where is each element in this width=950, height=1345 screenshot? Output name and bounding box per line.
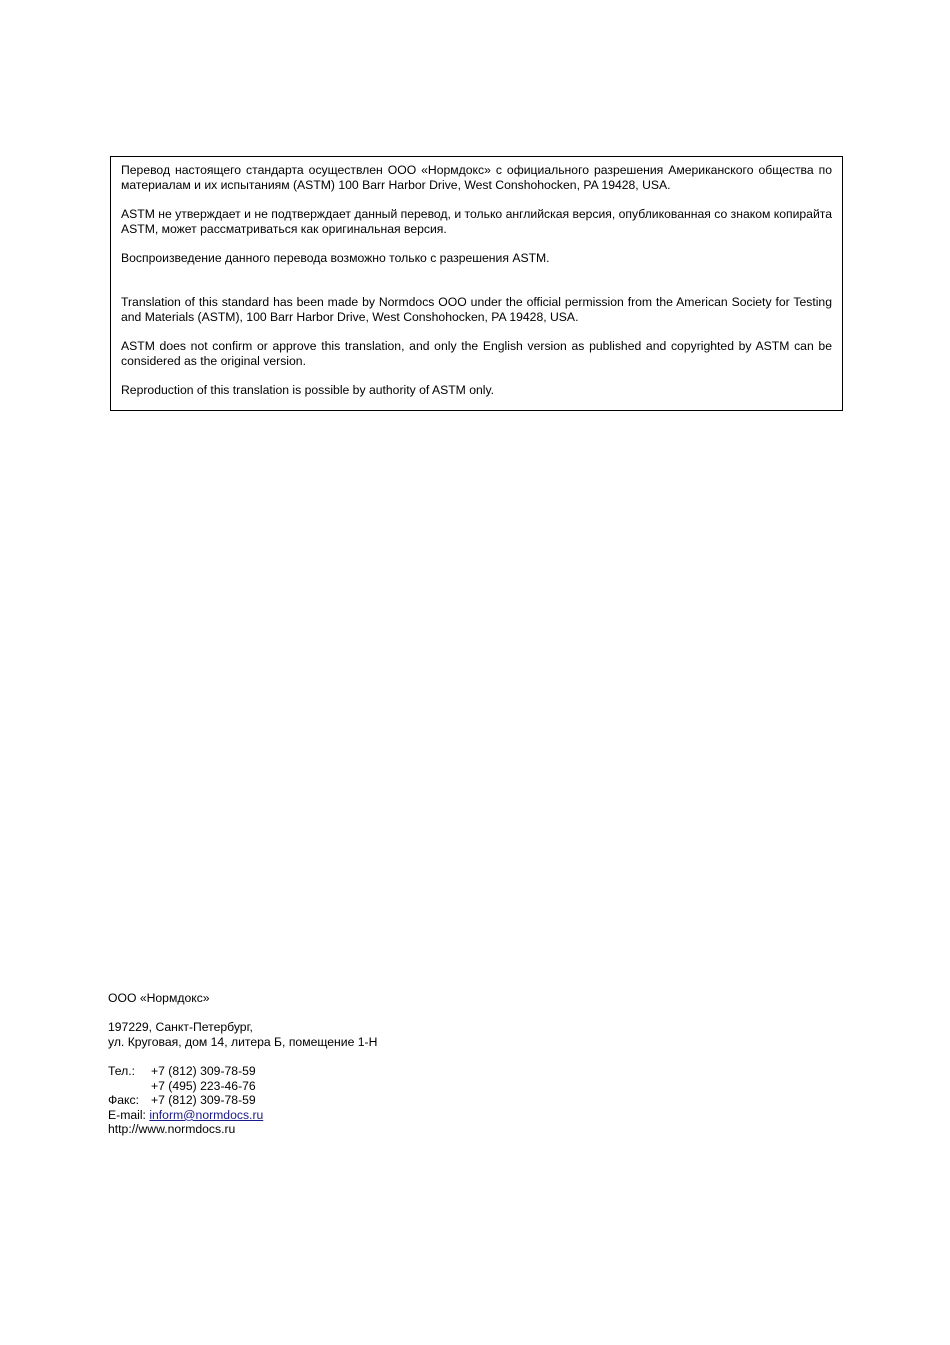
email-label: E-mail: [108,1107,146,1122]
email-row [108,1108,377,1123]
notice-ru-paragraph-3: Воспроизведение данного перевода возможно только с разрешения ASTM. [121,251,550,265]
fax-number: +7 (812) 309-78-59 [151,1093,256,1108]
phone-row-1 [108,1064,377,1079]
spacer [108,1049,377,1064]
phone-label: Тел.: [108,1063,136,1078]
notice-en-paragraph-2: ASTM does not confirm or approve this translation, and only the English version as published and copyrighted by ASTM can be considered as the original version. [121,339,832,368]
website-url: http://www.normdocs.ru [108,1122,236,1137]
notice-en-paragraph-3: Reproduction of this translation is possible by authority of ASTM only. [121,383,495,397]
spacer [108,1006,377,1021]
phone-number-2: +7 (495) 223-46-76 [151,1078,256,1093]
contact-block [108,991,377,1137]
phone-number-1: +7 (812) 309-78-59 [151,1063,256,1078]
notice-ru-paragraph-1: Перевод настоящего стандарта осуществлен ООО «Нормдокс» с официального разрешения Американского общества по материалам и их испытаниям (ASTM) 100 Barr Harbor Drive, West Conshohocken, PA 19428, USA. [121,163,832,192]
fax-row [108,1093,377,1108]
phone-row-2 [108,1079,377,1094]
company-name: ООО «Нормдокс» [108,991,210,1005]
notice-en-paragraph-1: Translation of this standard has been made by Normdocs OOO under the official permission from the American Society for Testing and Materials (ASTM), 100 Barr Harbor Drive, West Conshohocken, PA 19428, USA. [121,295,832,324]
translation-notice-box [110,156,843,411]
address-line-1: 197229, Санкт-Петербург, [108,1020,253,1035]
fax-label: Факс: [108,1093,139,1108]
notice-ru-paragraph-2: ASTM не утверждает и не подтверждает данный перевод, и только английская версия, опубликованная со знаком копирайта ASTM, может рассматриваться как оригинальная версия. [121,207,832,236]
address-line-2: ул. Круговая, дом 14, литера Б, помещение 1-Н [108,1034,378,1049]
email-link[interactable]: inform@normdocs.ru [149,1107,264,1122]
